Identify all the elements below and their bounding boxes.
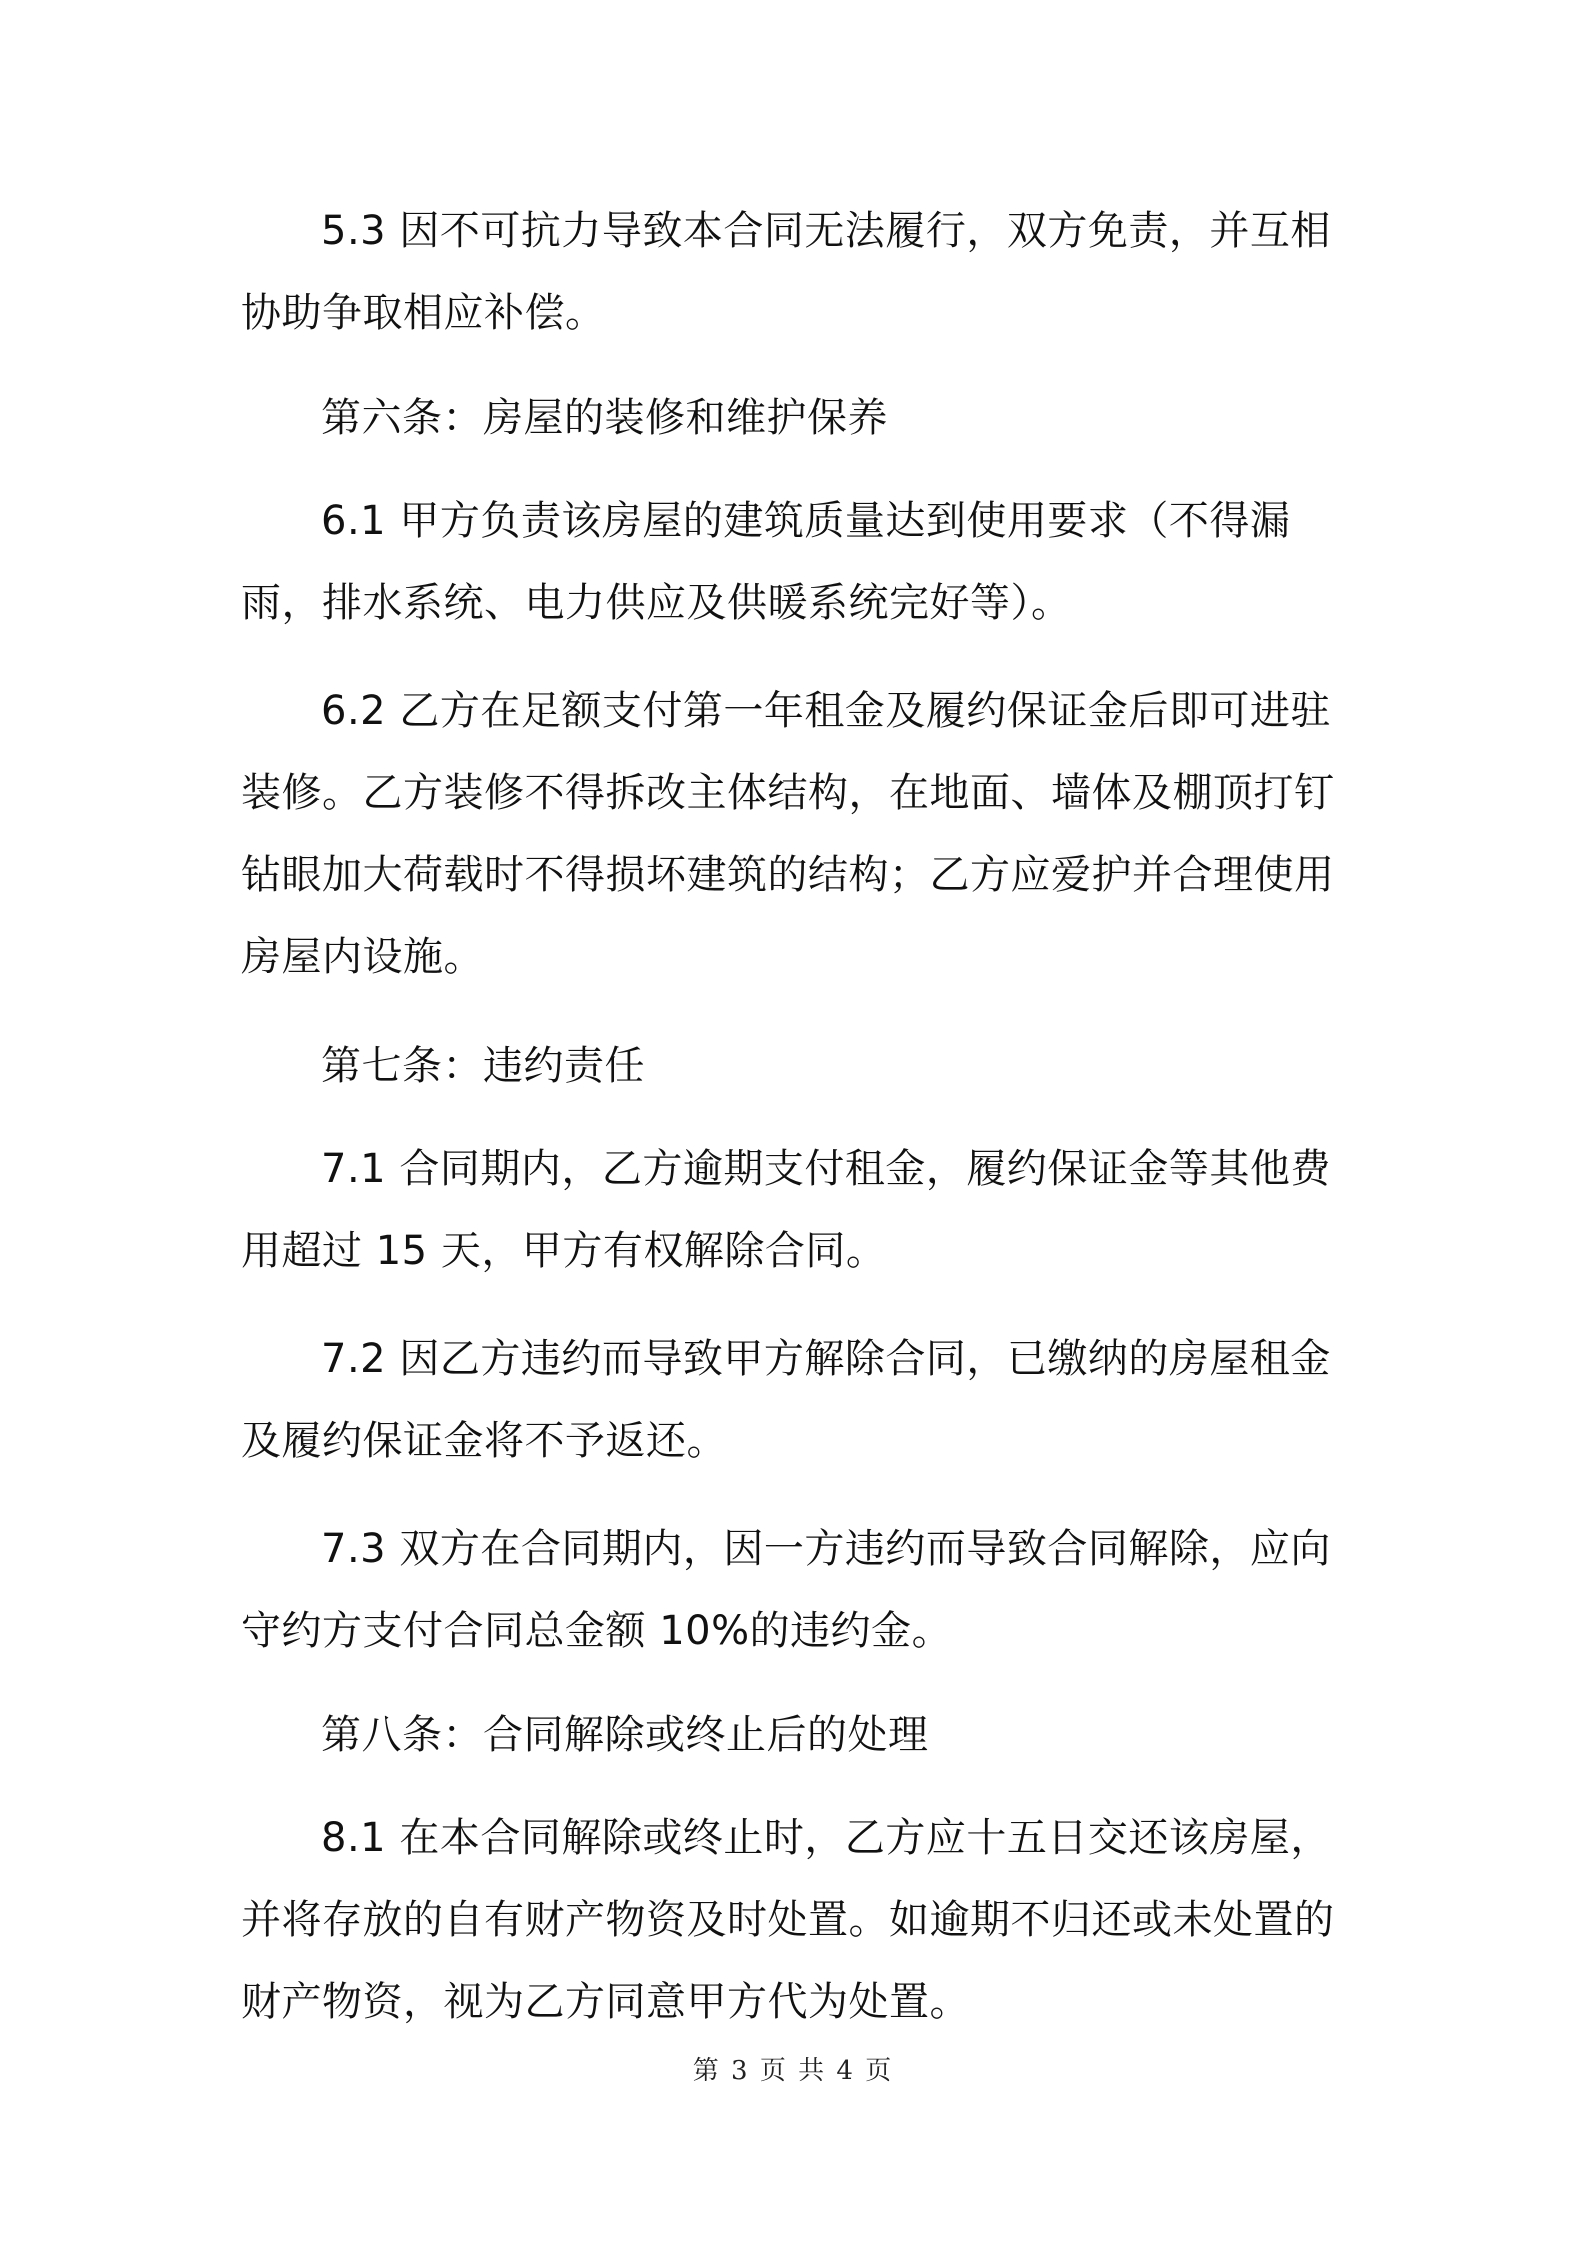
clause-8-1: 8.1 在本合同解除或终止时，乙方应十五日交还该房屋，并将存放的自有财产物资及时处置。如逾期不归还或未处置的财产物资，视为乙方同意甲方代为处置。 [241, 1815, 1335, 2025]
clause-7-2: 7.2 因乙方违约而导致甲方解除合同，已缴纳的房屋租金及履约保证金将不予返还。 [241, 1336, 1331, 1464]
clause-6-2: 6.2 乙方在足额支付第一年租金及履约保证金后即可进驻装修。乙方装修不得拆改主体结构，在地面、墙体及棚顶打钉钻眼加大荷载时不得损坏建筑的结构；乙方应爱护并合理使用房屋内设施。 [241, 688, 1335, 980]
clause-6-1: 6.1 甲方负责该房屋的建筑质量达到使用要求（不得漏雨，排水系统、电力供应及供暖系统完好等）。 [241, 498, 1291, 626]
section-heading-8: 第八条：合同解除或终止后的处理 [321, 1712, 929, 1758]
clause-7-1: 7.1 合同期内，乙方逾期支付租金，履约保证金等其他费用超过 15 天，甲方有权解除合同。 [241, 1146, 1331, 1274]
section-heading-7: 第七条：违约责任 [321, 1043, 645, 1089]
clause-5-3: 5.3 因不可抗力导致本合同无法履行，双方免责，并互相协助争取相应补偿。 [241, 208, 1331, 336]
section-heading-6: 第六条：房屋的装修和维护保养 [321, 395, 888, 441]
page-number-footer: 第 3 页 共 4 页 [692, 2056, 894, 2086]
clause-7-3: 7.3 双方在合同期内，因一方违约而导致合同解除，应向守约方支付合同总金额 10%的违约金。 [241, 1526, 1331, 1654]
